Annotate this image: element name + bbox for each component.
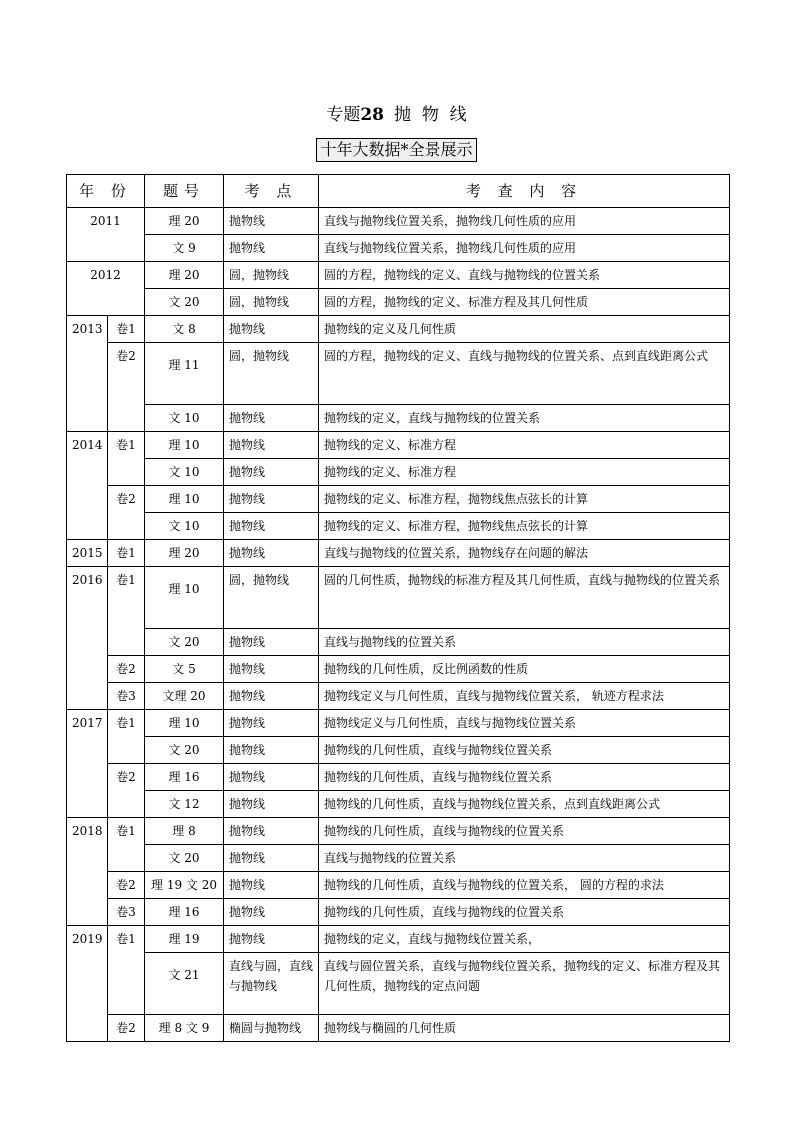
title-number: 28	[360, 105, 385, 125]
year-cell: 2016	[67, 567, 108, 710]
point-cell: 抛物线	[224, 926, 319, 953]
table-row	[67, 656, 730, 683]
question-cell: 理 20	[145, 262, 224, 289]
paper-cell: 卷1	[108, 432, 145, 486]
table-row	[67, 629, 730, 656]
question-cell: 理 20	[145, 208, 224, 235]
table-row	[67, 432, 730, 459]
question-cell: 文 20	[145, 737, 224, 764]
table-row	[67, 405, 730, 432]
content-cell: 抛物线与椭圆的几何性质	[319, 1015, 730, 1042]
paper-cell: 卷1	[108, 567, 145, 656]
content-cell: 圆的方程，抛物线的定义、直线与抛物线的位置关系	[319, 262, 730, 289]
point-cell: 抛物线	[224, 899, 319, 926]
question-cell: 文 5	[145, 656, 224, 683]
table-row	[67, 872, 730, 899]
table-row	[67, 513, 730, 540]
year-cell: 2015	[67, 540, 108, 567]
content-cell: 抛物线定义与几何性质，直线与抛物线位置关系， 轨迹方程求法	[319, 683, 730, 710]
question-cell: 理 11	[145, 343, 224, 405]
paper-cell: 卷1	[108, 316, 145, 343]
point-cell: 抛物线	[224, 791, 319, 818]
point-cell: 圆，抛物线	[224, 262, 319, 289]
content-cell: 直线与抛物线的位置关系	[319, 629, 730, 656]
content-cell: 直线与抛物线的位置关系	[319, 845, 730, 872]
year-cell: 2012	[67, 262, 145, 316]
page-title	[0, 104, 793, 126]
question-cell: 理 10	[145, 567, 224, 629]
content-cell: 抛物线的定义、标准方程	[319, 432, 730, 459]
content-cell: 直线与圆位置关系，直线与抛物线位置关系，抛物线的定义、标准方程及其几何性质，抛物线的定点问题	[319, 953, 730, 1015]
table-row	[67, 343, 730, 405]
table-row	[67, 899, 730, 926]
content-cell: 抛物线定义与几何性质，直线与抛物线位置关系	[319, 710, 730, 737]
point-cell: 抛物线	[224, 432, 319, 459]
table-row	[67, 845, 730, 872]
point-cell: 抛物线	[224, 208, 319, 235]
table-row	[67, 486, 730, 513]
point-cell: 抛物线	[224, 818, 319, 845]
content-cell: 抛物线的定义，直线与抛物线的位置关系	[319, 405, 730, 432]
content-cell: 直线与抛物线位置关系，抛物线几何性质的应用	[319, 235, 730, 262]
question-cell: 文 8	[145, 316, 224, 343]
question-cell: 理 16	[145, 764, 224, 791]
paper-cell: 卷2	[108, 872, 145, 899]
point-cell: 圆，抛物线	[224, 343, 319, 405]
table-row	[67, 262, 730, 289]
exam-table	[66, 174, 730, 1042]
question-cell: 文 20	[145, 289, 224, 316]
year-cell: 2018	[67, 818, 108, 926]
point-cell: 直线与圆，直线与抛物线	[224, 953, 319, 1015]
point-cell: 抛物线	[224, 459, 319, 486]
header-content: 考 查 内 容	[319, 175, 730, 208]
table-row	[67, 208, 730, 235]
question-cell: 文 20	[145, 845, 224, 872]
year-cell: 2011	[67, 208, 145, 262]
content-cell: 抛物线的几何性质，反比例函数的性质	[319, 656, 730, 683]
table-row	[67, 1015, 730, 1042]
content-cell: 抛物线的几何性质，直线与抛物线位置关系	[319, 764, 730, 791]
table-row	[67, 316, 730, 343]
point-cell: 抛物线	[224, 540, 319, 567]
point-cell: 抛物线	[224, 737, 319, 764]
point-cell: 抛物线	[224, 710, 319, 737]
question-cell: 理 10	[145, 710, 224, 737]
subtitle-container	[0, 138, 793, 162]
point-cell: 圆，抛物线	[224, 289, 319, 316]
paper-cell: 卷1	[108, 926, 145, 1015]
point-cell: 抛物线	[224, 872, 319, 899]
table-row	[67, 710, 730, 737]
point-cell: 抛物线	[224, 629, 319, 656]
table-row	[67, 567, 730, 629]
question-cell: 理 19	[145, 926, 224, 953]
question-cell: 理 19 文 20	[145, 872, 224, 899]
point-cell: 圆，抛物线	[224, 567, 319, 629]
content-cell: 圆的方程，抛物线的定义、标准方程及其几何性质	[319, 289, 730, 316]
paper-cell: 卷3	[108, 899, 145, 926]
paper-cell: 卷2	[108, 1015, 145, 1042]
question-cell: 文 10	[145, 513, 224, 540]
table-row	[67, 818, 730, 845]
question-cell: 文 10	[145, 405, 224, 432]
year-cell: 2017	[67, 710, 108, 818]
table-row	[67, 926, 730, 953]
paper-cell: 卷1	[108, 818, 145, 872]
question-cell: 理 8 文 9	[145, 1015, 224, 1042]
paper-cell: 卷3	[108, 683, 145, 710]
content-cell: 抛物线的几何性质，直线与抛物线的位置关系， 圆的方程的求法	[319, 872, 730, 899]
table-header-row	[67, 175, 730, 208]
question-cell: 文 12	[145, 791, 224, 818]
paper-cell: 卷2	[108, 343, 145, 432]
paper-cell: 卷2	[108, 764, 145, 818]
point-cell: 抛物线	[224, 656, 319, 683]
table-row	[67, 953, 730, 1015]
content-cell: 抛物线的几何性质，直线与抛物线位置关系	[319, 737, 730, 764]
question-cell: 理 16	[145, 899, 224, 926]
table-row	[67, 737, 730, 764]
question-cell: 文 21	[145, 953, 224, 1015]
question-cell: 理 20	[145, 540, 224, 567]
year-cell: 2019	[67, 926, 108, 1042]
question-cell: 文 20	[145, 629, 224, 656]
content-cell: 直线与抛物线的位置关系，抛物线存在问题的解法	[319, 540, 730, 567]
table-row	[67, 459, 730, 486]
paper-cell: 卷2	[108, 486, 145, 540]
point-cell: 抛物线	[224, 316, 319, 343]
content-cell: 抛物线的几何性质，直线与抛物线的位置关系	[319, 899, 730, 926]
content-cell: 圆的方程，抛物线的定义、直线与抛物线的位置关系、点到直线距离公式	[319, 343, 730, 405]
header-point: 考 点	[224, 175, 319, 208]
table-row	[67, 235, 730, 262]
content-cell: 抛物线的几何性质，直线与抛物线的位置关系	[319, 818, 730, 845]
point-cell: 抛物线	[224, 513, 319, 540]
paper-cell: 卷1	[108, 540, 145, 567]
question-cell: 文 10	[145, 459, 224, 486]
question-cell: 理 10	[145, 432, 224, 459]
point-cell: 抛物线	[224, 683, 319, 710]
point-cell: 椭圆与抛物线	[224, 1015, 319, 1042]
question-cell: 文 9	[145, 235, 224, 262]
table-row	[67, 289, 730, 316]
content-cell: 抛物线的定义、标准方程，抛物线焦点弦长的计算	[319, 513, 730, 540]
point-cell: 抛物线	[224, 845, 319, 872]
table-row	[67, 764, 730, 791]
table-row	[67, 540, 730, 567]
title-prefix: 专题	[326, 105, 361, 125]
point-cell: 抛物线	[224, 235, 319, 262]
content-cell: 抛物线的定义，直线与抛物线位置关系，	[319, 926, 730, 953]
subtitle: 十年大数据*全景展示	[316, 138, 476, 162]
paper-cell: 卷2	[108, 656, 145, 683]
content-cell: 抛物线的定义、标准方程	[319, 459, 730, 486]
year-cell: 2014	[67, 432, 108, 540]
content-cell: 抛物线的几何性质，直线与抛物线位置关系，点到直线距离公式	[319, 791, 730, 818]
question-cell: 理 10	[145, 486, 224, 513]
year-cell: 2013	[67, 316, 108, 432]
point-cell: 抛物线	[224, 405, 319, 432]
content-cell: 直线与抛物线位置关系，抛物线几何性质的应用	[319, 208, 730, 235]
header-year: 年 份	[67, 175, 145, 208]
point-cell: 抛物线	[224, 764, 319, 791]
table-row	[67, 791, 730, 818]
table-row	[67, 683, 730, 710]
header-question: 题号	[145, 175, 224, 208]
title-name: 抛 物 线	[394, 105, 467, 125]
content-cell: 抛物线的定义、标准方程，抛物线焦点弦长的计算	[319, 486, 730, 513]
content-cell: 圆的几何性质，抛物线的标准方程及其几何性质，直线与抛物线的位置关系	[319, 567, 730, 629]
question-cell: 文理 20	[145, 683, 224, 710]
content-cell: 抛物线的定义及几何性质	[319, 316, 730, 343]
paper-cell: 卷1	[108, 710, 145, 764]
point-cell: 抛物线	[224, 486, 319, 513]
question-cell: 理 8	[145, 818, 224, 845]
